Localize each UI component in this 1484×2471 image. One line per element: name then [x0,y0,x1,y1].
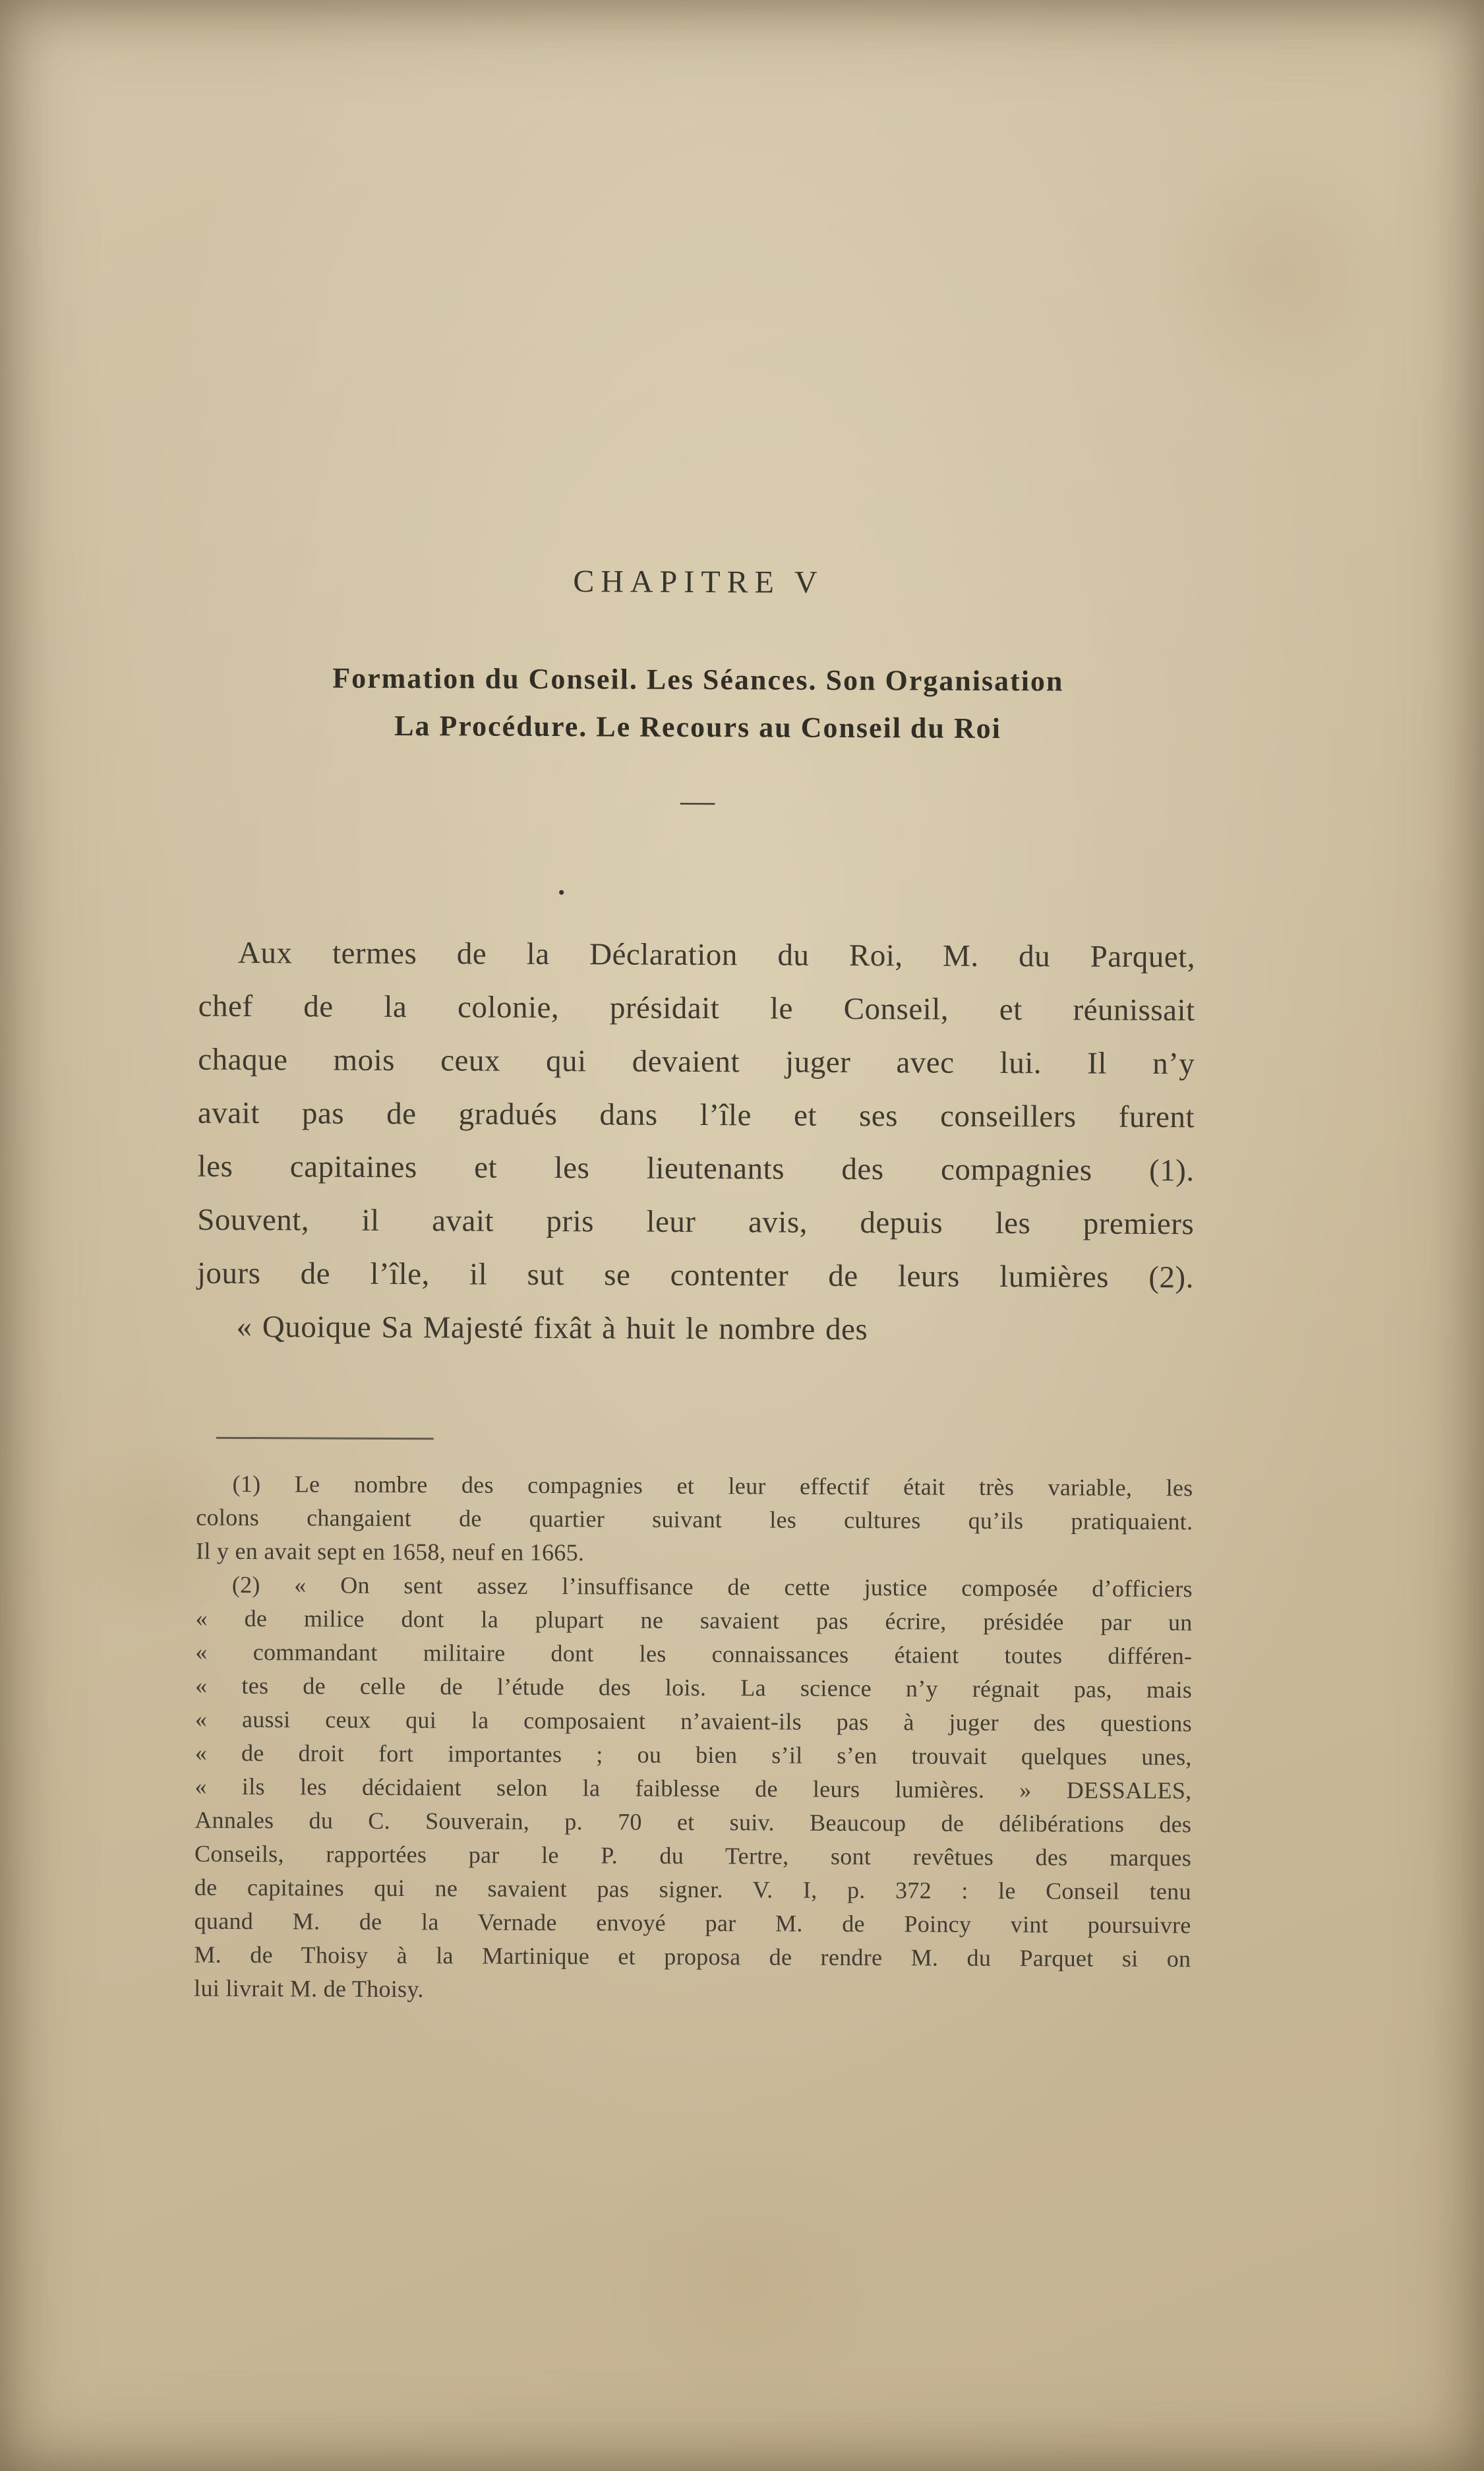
footnote-line: Il y en avait sept en 1658, neuf en 1665. [196,1537,585,1566]
footnote-line: colons changaient de quartier suivant les cultures qu’ils pratiquaient. [196,1504,1193,1535]
footnote-line: (2) « On sent assez l’insuffisance de cette justice composée d’officiers [231,1571,1193,1602]
body-paragraph-1 [197,927,1195,1305]
chapter-heading: CHAPITRE V [573,564,824,600]
body-text-line: chef de la colonie, présidait le Conseil, et réunissait [198,989,1195,1028]
footnote-1 [196,1467,1193,1573]
body-text-line: avait pas de gradués dans l’île et ses conseillers furent [197,1095,1195,1135]
body-text-line: Aux termes de la Déclaration du Roi, M. du Parquet, [237,935,1196,975]
footnote-line: Conseils, rapportées par le P. du Tertre, sont revêtues des marques [194,1840,1192,1872]
footnote-line: M. de Thoisy à la Martinique et proposa de rendre M. du Parquet si on [194,1941,1191,1972]
chapter-title-line-1: Formation du Conseil. Les Séances. Son Organisation [332,661,1064,698]
page-content [192,0,1199,2471]
body-text-line: Souvent, il avait pris leur avis, depuis les premiers [197,1202,1195,1242]
footnote-line: « de droit fort importantes ; ou bien s’il s’en trouvait quelques unes, [194,1739,1192,1771]
footnote-line: « commandant militaire dont les connaissances étaient toutes différen- [195,1638,1193,1670]
body-text-line: « Quoique Sa Majesté fixât à huit le nombre des [236,1309,868,1347]
footnote-line: Annales du C. Souverain, p. 70 et suiv. Beaucoup de délibérations des [194,1806,1192,1838]
footnote-line: « aussi ceux qui la composaient n’avaient-ils pas à juger des questions [194,1705,1193,1737]
footnote-line: de capitaines qui ne savaient pas signer. V. I, p. 372 : le Conseil tenu [194,1874,1191,1905]
footnote-line: « ils les décidaient selon la faiblesse de leurs lumières. » DESSALES, [194,1773,1192,1804]
chapter-title [199,654,1197,754]
footnote-2 [194,1568,1193,2010]
footnote-separator-rule [216,1437,434,1440]
chapter-title-line-2: La Procédure. Le Recours au Conseil du Roi [394,709,1002,745]
body-paragraph-2 [196,1300,1193,1358]
footnote-line: « de milice dont la plupart ne savaient pas écrire, présidée par un [195,1604,1193,1636]
footnote-line: (1) Le nombre des compagnies et leur effectif était très variable, les [232,1470,1193,1502]
body-text-line: chaque mois ceux qui devaient juger avec lui. Il n’y [198,1042,1195,1082]
footnote-line: « tes de celle de l’étude des lois. La science n’y régnait pas, mais [195,1672,1193,1703]
section-separator: — [680,781,715,820]
body-text-line: les capitaines et les lieutenants des compagnies (1). [197,1149,1195,1188]
footnote-line: lui livrait M. de Thoisy. [194,1974,424,2003]
footnote-line: quand M. de la Vernade envoyé par M. de Poincy vint poursuivre [194,1907,1191,1939]
body-text-line: jours de l’île, il sut se contenter de leurs lumières (2). [196,1256,1195,1295]
ornament-dot: • [558,882,566,904]
